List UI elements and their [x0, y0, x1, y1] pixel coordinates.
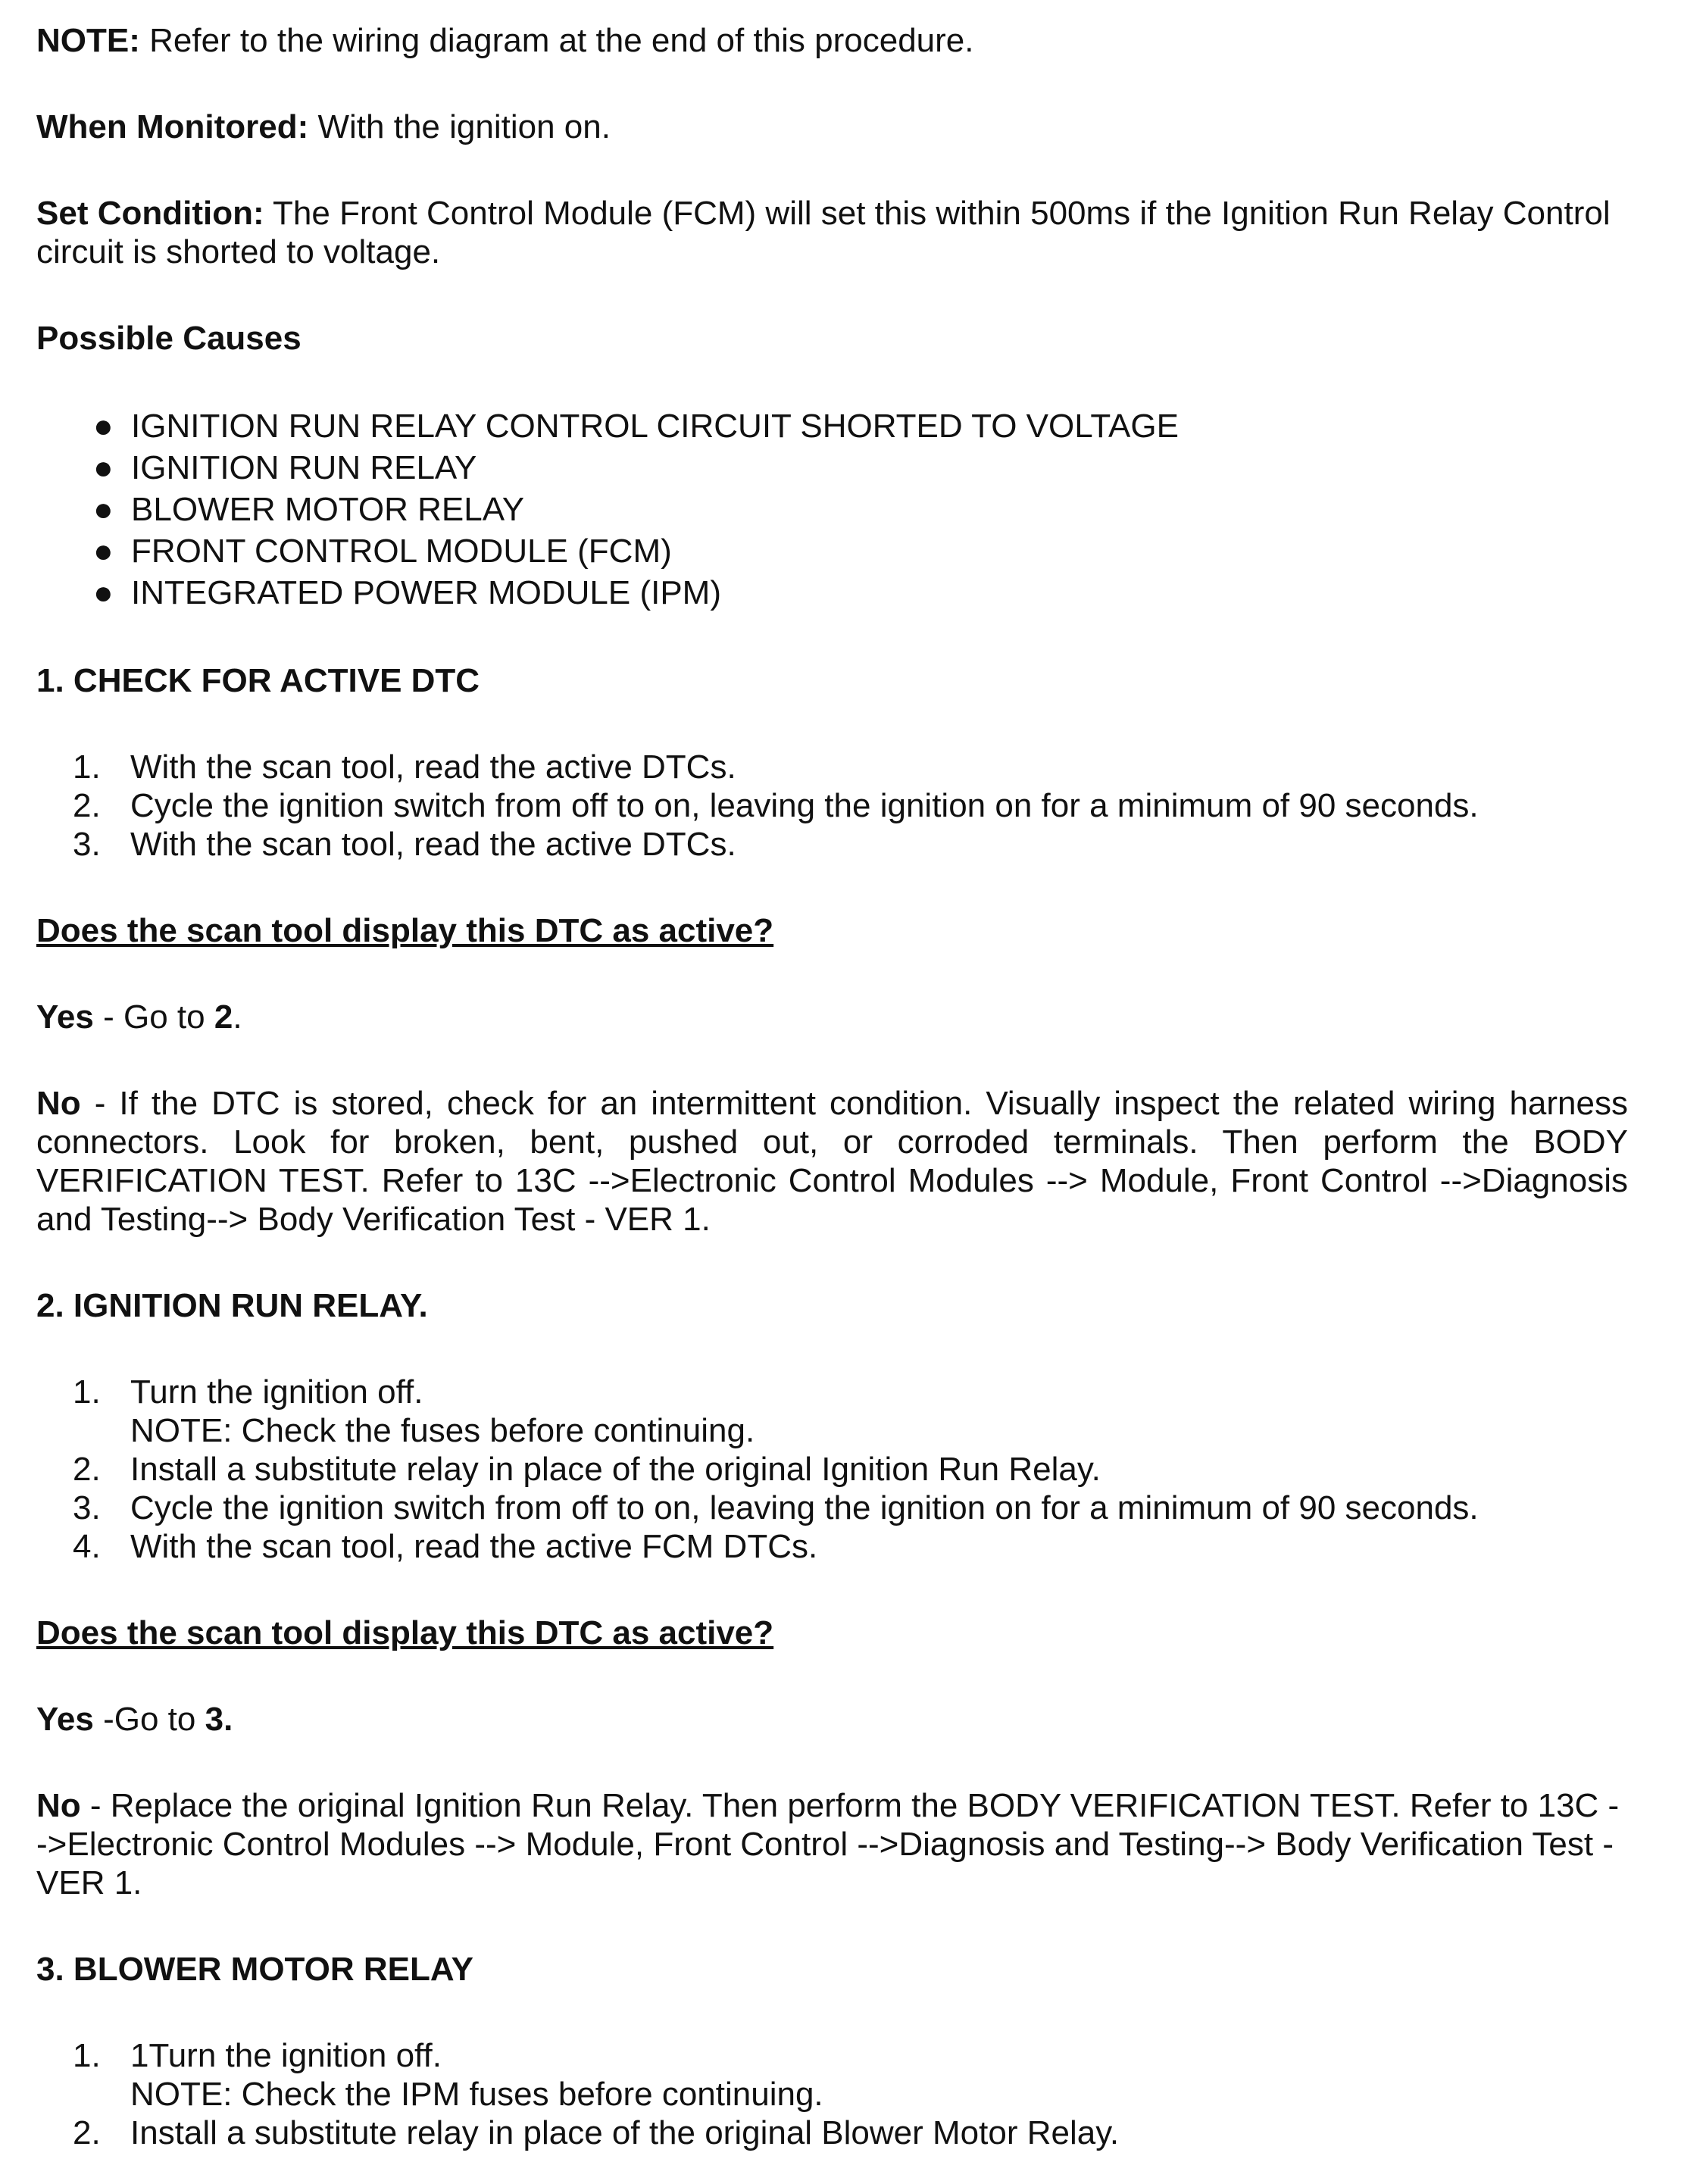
yes-target: 3. [205, 1701, 233, 1738]
step-text: Install a substitute relay in place of the original Ignition Run Relay. [130, 1451, 1101, 1488]
yes-target: 2 [214, 998, 233, 1036]
list-item [93, 572, 1628, 614]
step-text: With the scan tool, read the active DTCs. [130, 826, 736, 863]
bullet-icon: ● [93, 408, 114, 445]
step-number: 3. [73, 1489, 101, 1526]
set-condition-text: The Front Control Module (FCM) will set this within 500ms if the Ignition Run Relay Control circuit is shorted to voltage. [36, 195, 1611, 270]
step-number: 4. [73, 1528, 101, 1565]
yes-label: Yes [36, 1701, 94, 1738]
note-label: NOTE: [36, 22, 140, 59]
cause-text: IGNITION RUN RELAY [131, 449, 477, 486]
list-item [73, 1450, 1628, 1489]
list-item [73, 1373, 1628, 1450]
list-item [73, 748, 1628, 786]
step-note: NOTE: Check the fuses before continuing. [130, 1412, 755, 1449]
list-item [93, 489, 1628, 530]
step-1-no [36, 1084, 1628, 1239]
step-text: Cycle the ignition switch from off to on, leaving the ignition on for a minimum of 90 seconds. [130, 1489, 1479, 1526]
step-3-heading: 3. BLOWER MOTOR RELAY [36, 1951, 473, 1988]
step-text: 1Turn the ignition off. [130, 2037, 442, 2074]
list-item [93, 447, 1628, 489]
cause-text: BLOWER MOTOR RELAY [131, 491, 525, 528]
yes-text: -Go to [93, 1701, 205, 1738]
no-label: No [36, 1085, 81, 1122]
step-note: NOTE: Check the IPM fuses before continuing. [130, 2076, 823, 2113]
step-2-question: Does the scan tool display this DTC as active? [36, 1614, 774, 1651]
step-3-list [36, 2036, 1628, 2152]
list-item [73, 786, 1628, 825]
no-label: No [36, 1787, 81, 1824]
step-number: 1. [73, 748, 101, 786]
step-number: 1. [73, 2037, 101, 2074]
step-number: 2. [73, 1451, 101, 1488]
when-monitored-paragraph [36, 108, 1628, 146]
note-text: Refer to the wiring diagram at the end of this procedure. [139, 22, 974, 59]
step-text: Cycle the ignition switch from off to on, leaving the ignition on for a minimum of 90 seconds. [130, 787, 1479, 824]
step-text: Install a substitute relay in place of the original Blower Motor Relay. [130, 2114, 1120, 2151]
step-1-list [36, 748, 1628, 864]
yes-label: Yes [36, 998, 94, 1036]
list-item [73, 825, 1628, 864]
list-item [73, 1489, 1628, 1527]
list-item [73, 1527, 1628, 1566]
set-condition-paragraph [36, 194, 1628, 271]
when-monitored-label: When Monitored: [36, 108, 309, 145]
yes-text: - Go to [93, 998, 214, 1036]
bullet-icon: ● [93, 533, 114, 570]
list-item [93, 405, 1628, 447]
note-paragraph [36, 21, 1628, 60]
no-text: - If the DTC is stored, check for an intermittent condition. Visually inspect the related wiring harness connectors. Look for broken, bent, pushed out, or corroded terminals. Then perform the BODY VERIFICATION TEST. Refer to 13C -->Electronic Control Modules --> Module, Front Control -->Diagnosis and Testing--> Body Verification Test - VER 1. [36, 1085, 1628, 1238]
step-2-no [36, 1786, 1628, 1902]
step-1-yes [36, 998, 1628, 1036]
step-2-heading: 2. IGNITION RUN RELAY. [36, 1287, 428, 1324]
no-text: - Replace the original Ignition Run Relay. Then perform the BODY VERIFICATION TEST. Refer to 13C -->Electronic Control Modules --> Module, Front Control -->Diagnosis and Testing--> Body Verification Test - VER 1. [36, 1787, 1620, 1901]
list-item [73, 2114, 1628, 2152]
possible-causes-list [36, 405, 1628, 614]
when-monitored-text: With the ignition on. [308, 108, 611, 145]
bullet-icon: ● [93, 491, 114, 528]
step-number: 1. [73, 1373, 101, 1411]
bullet-icon: ● [93, 574, 114, 611]
yes-end: . [233, 998, 242, 1036]
step-text: Turn the ignition off. [130, 1373, 423, 1411]
cause-text: FRONT CONTROL MODULE (FCM) [131, 533, 672, 570]
step-2-yes [36, 1700, 1628, 1739]
cause-text: IGNITION RUN RELAY CONTROL CIRCUIT SHORTED TO VOLTAGE [131, 408, 1179, 445]
list-item [73, 2036, 1628, 2114]
cause-text: INTEGRATED POWER MODULE (IPM) [131, 574, 721, 611]
step-1-question: Does the scan tool display this DTC as active? [36, 912, 774, 949]
bullet-icon: ● [93, 449, 114, 486]
list-item [93, 530, 1628, 572]
step-text: With the scan tool, read the active DTCs. [130, 748, 736, 786]
step-number: 3. [73, 826, 101, 863]
step-number: 2. [73, 2114, 101, 2151]
step-text: With the scan tool, read the active FCM DTCs. [130, 1528, 818, 1565]
step-number: 2. [73, 787, 101, 824]
step-2-list [36, 1373, 1628, 1566]
set-condition-label: Set Condition: [36, 195, 264, 232]
step-1-heading: 1. CHECK FOR ACTIVE DTC [36, 662, 480, 699]
possible-causes-heading: Possible Causes [36, 320, 302, 357]
